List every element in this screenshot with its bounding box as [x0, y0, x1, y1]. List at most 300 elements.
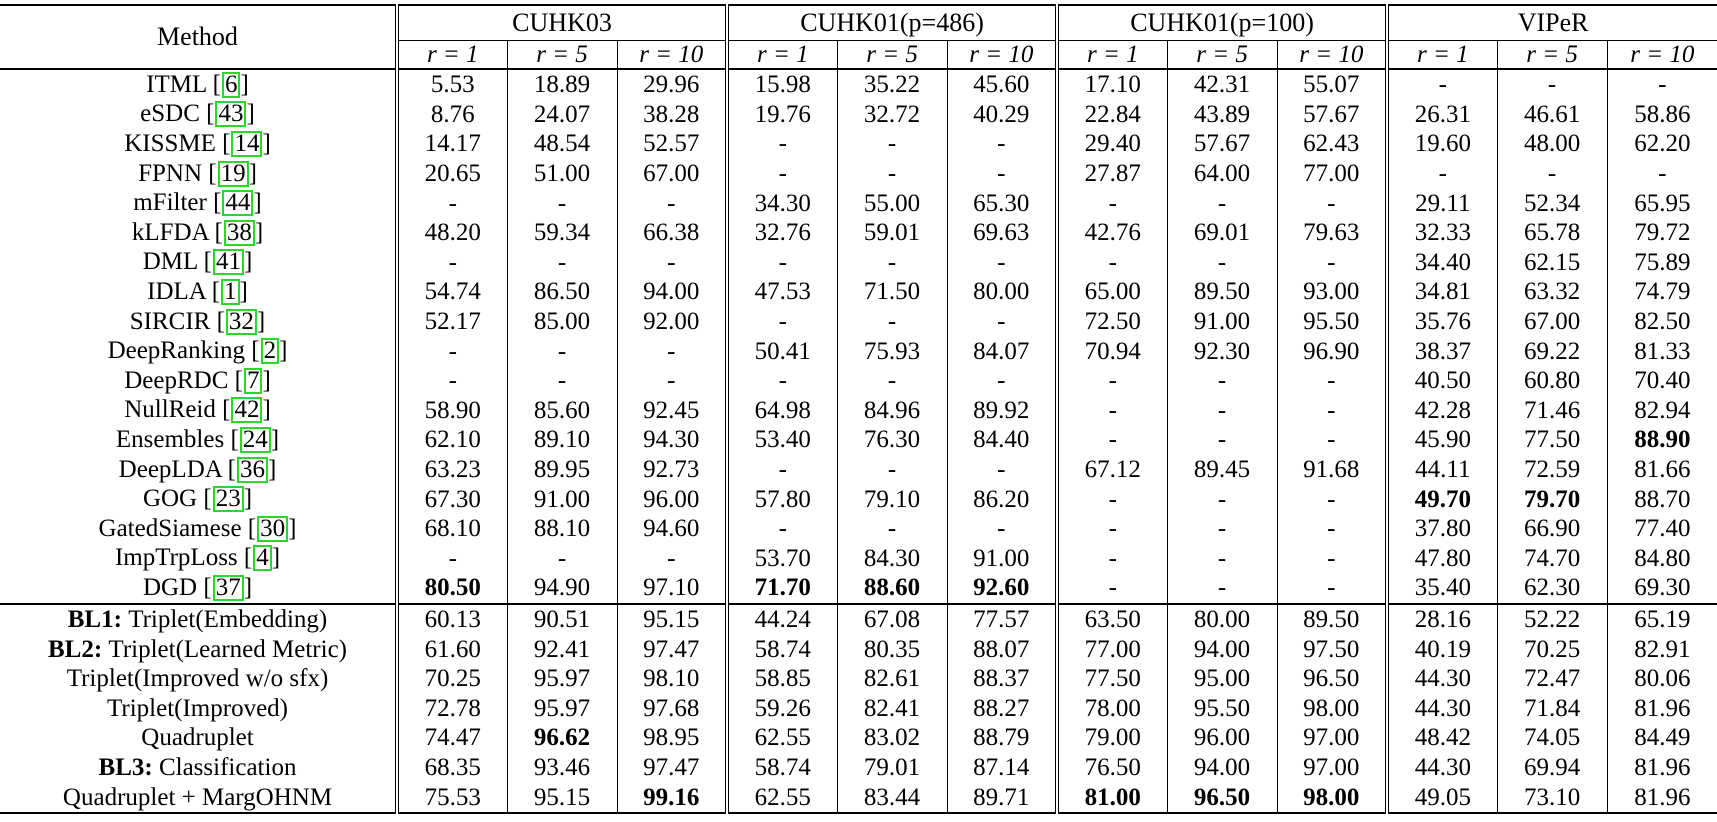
- value-cell: 19.76: [727, 100, 837, 130]
- value-cell: -: [947, 159, 1057, 189]
- value-cell: 22.84: [1057, 100, 1167, 130]
- method-name: DeepRDC [ 7 ]: [124, 366, 271, 394]
- citation-link[interactable]: 14: [231, 131, 262, 157]
- method-label: NullReid: [124, 396, 216, 424]
- table-row: [0, 514, 1717, 544]
- value-cell: 97.47: [617, 753, 727, 783]
- table-row: [0, 723, 1717, 753]
- citation-link[interactable]: 2: [261, 338, 280, 364]
- value-cell: -: [837, 455, 947, 485]
- value-cell: 82.50: [1607, 307, 1717, 337]
- value-cell: 84.49: [1607, 723, 1717, 753]
- value-cell: -: [507, 248, 617, 278]
- value-cell: 64.98: [727, 396, 837, 426]
- value-cell: 80.06: [1607, 664, 1717, 694]
- value-cell: 91.00: [947, 544, 1057, 574]
- value-cell: -: [727, 514, 837, 544]
- value-cell: 97.68: [617, 693, 727, 723]
- value-cell: 97.10: [617, 573, 727, 604]
- value-cell: 44.11: [1387, 455, 1497, 485]
- value-cell: 96.00: [617, 484, 727, 514]
- method-name: KISSME [ 14 ]: [124, 129, 271, 157]
- value-cell: 74.79: [1607, 277, 1717, 307]
- value-cell: 65.19: [1607, 604, 1717, 635]
- value-cell: 65.00: [1057, 277, 1167, 307]
- value-cell: 49.05: [1387, 782, 1497, 813]
- value-cell: 92.41: [507, 634, 617, 664]
- value-cell: -: [727, 248, 837, 278]
- table-row: [0, 277, 1717, 307]
- rank-header: r = 1: [727, 41, 837, 70]
- value-cell: 15.98: [727, 69, 837, 100]
- table-row: [0, 425, 1717, 455]
- value-cell: 65.78: [1497, 218, 1607, 248]
- value-cell: -: [727, 307, 837, 337]
- value-cell: 57.80: [727, 484, 837, 514]
- value-cell: -: [727, 129, 837, 159]
- rank-header: r = 5: [507, 41, 617, 70]
- value-cell: -: [837, 129, 947, 159]
- value-cell: 29.11: [1387, 188, 1497, 218]
- value-cell: 81.96: [1607, 782, 1717, 813]
- method-name: FPNN [ 19 ]: [138, 159, 257, 187]
- method-label: SIRCIR: [129, 307, 211, 335]
- value-cell: 32.33: [1387, 218, 1497, 248]
- value-cell: 96.90: [1277, 336, 1387, 366]
- value-cell: 85.00: [507, 307, 617, 337]
- baseline-prefix: BL3:: [98, 753, 159, 781]
- value-cell: 92.00: [617, 307, 727, 337]
- value-cell: 51.00: [507, 159, 617, 189]
- value-cell: 72.78: [397, 693, 507, 723]
- value-cell: -: [1277, 544, 1387, 574]
- rank-header: r = 1: [1387, 41, 1497, 70]
- value-cell: -: [1277, 248, 1387, 278]
- value-cell: 32.76: [727, 218, 837, 248]
- value-cell: 67.30: [397, 484, 507, 514]
- value-cell: 80.50: [397, 573, 507, 604]
- value-cell: 42.76: [1057, 218, 1167, 248]
- value-cell: 29.40: [1057, 129, 1167, 159]
- value-cell: 75.93: [837, 336, 947, 366]
- value-cell: 74.05: [1497, 723, 1607, 753]
- value-cell: 88.07: [947, 634, 1057, 664]
- method-name: DeepRanking [ 2 ]: [107, 337, 288, 365]
- group-header-viper: VIPeR: [1387, 5, 1717, 41]
- value-cell: 81.96: [1607, 693, 1717, 723]
- value-cell: -: [1057, 366, 1167, 396]
- value-cell: 82.61: [837, 664, 947, 694]
- value-cell: -: [837, 514, 947, 544]
- value-cell: -: [1167, 396, 1277, 426]
- value-cell: 71.84: [1497, 693, 1607, 723]
- value-cell: 63.23: [397, 455, 507, 485]
- value-cell: 78.00: [1057, 693, 1167, 723]
- table-row: [0, 336, 1717, 366]
- citation-link[interactable]: 43: [215, 101, 246, 127]
- value-cell: 59.26: [727, 693, 837, 723]
- value-cell: 68.35: [397, 753, 507, 783]
- value-cell: -: [507, 188, 617, 218]
- value-cell: 63.32: [1497, 277, 1607, 307]
- value-cell: 89.50: [1167, 277, 1277, 307]
- method-name: [0, 604, 397, 635]
- table-row: [0, 664, 1717, 694]
- value-cell: 92.30: [1167, 336, 1277, 366]
- method-label: Triplet(Improved): [107, 694, 288, 722]
- value-cell: -: [1057, 248, 1167, 278]
- value-cell: -: [1057, 425, 1167, 455]
- value-cell: -: [947, 307, 1057, 337]
- value-cell: -: [1277, 514, 1387, 544]
- value-cell: 54.74: [397, 277, 507, 307]
- value-cell: -: [1497, 69, 1607, 100]
- value-cell: 91.00: [507, 484, 617, 514]
- value-cell: -: [727, 366, 837, 396]
- baseline-prefix: BL2:: [47, 635, 109, 663]
- value-cell: 68.10: [397, 514, 507, 544]
- citation-link[interactable]: 4: [253, 545, 272, 571]
- method-name: DeepLDA [ 36 ]: [118, 455, 277, 483]
- method-name: DML [ 41 ]: [142, 248, 253, 276]
- citation-link[interactable]: 36: [237, 457, 268, 483]
- value-cell: 28.16: [1387, 604, 1497, 635]
- citation-link[interactable]: 32: [226, 309, 257, 335]
- value-cell: 84.96: [837, 396, 947, 426]
- value-cell: 48.00: [1497, 129, 1607, 159]
- method-name: GatedSiamese [ 30 ]: [98, 514, 297, 542]
- table-row: [0, 396, 1717, 426]
- value-cell: -: [1277, 573, 1387, 604]
- value-cell: 44.30: [1387, 753, 1497, 783]
- value-cell: 83.02: [837, 723, 947, 753]
- value-cell: 66.38: [617, 218, 727, 248]
- method-label: GOG: [142, 485, 198, 513]
- method-label: DeepRanking: [107, 337, 246, 365]
- value-cell: 71.70: [727, 573, 837, 604]
- value-cell: 81.66: [1607, 455, 1717, 485]
- value-cell: 86.50: [507, 277, 617, 307]
- method-name: [0, 782, 397, 813]
- value-cell: -: [1497, 159, 1607, 189]
- citation-link[interactable]: 37: [213, 575, 244, 601]
- table-row: [0, 455, 1717, 485]
- table-row: [0, 159, 1717, 189]
- value-cell: 94.00: [1167, 753, 1277, 783]
- value-cell: 34.81: [1387, 277, 1497, 307]
- value-cell: 47.53: [727, 277, 837, 307]
- table-row: [0, 634, 1717, 664]
- method-header: Method: [0, 5, 397, 69]
- group-header-cuhk01-486: CUHK01(p=486): [727, 5, 1057, 41]
- method-name: [0, 664, 397, 694]
- value-cell: 97.00: [1277, 723, 1387, 753]
- value-cell: 89.71: [947, 782, 1057, 813]
- value-cell: 59.01: [837, 218, 947, 248]
- method-label: Quadruplet: [141, 724, 254, 752]
- citation-link[interactable]: 30: [257, 516, 288, 542]
- value-cell: 82.41: [837, 693, 947, 723]
- value-cell: 98.00: [1277, 782, 1387, 813]
- value-cell: 98.10: [617, 664, 727, 694]
- results-table: [0, 4, 1717, 814]
- value-cell: 81.00: [1057, 782, 1167, 813]
- value-cell: -: [727, 455, 837, 485]
- table-row: [0, 188, 1717, 218]
- value-cell: 96.62: [507, 723, 617, 753]
- value-cell: 58.74: [727, 634, 837, 664]
- value-cell: 77.50: [1057, 664, 1167, 694]
- value-cell: -: [617, 248, 727, 278]
- method-label: FPNN: [138, 159, 202, 187]
- value-cell: -: [837, 159, 947, 189]
- value-cell: -: [1057, 544, 1167, 574]
- table-row: [0, 544, 1717, 574]
- table-row: [0, 573, 1717, 604]
- citation-link[interactable]: 6: [222, 72, 241, 98]
- method-name: GOG [ 23 ]: [142, 485, 253, 513]
- value-cell: 62.55: [727, 782, 837, 813]
- value-cell: 24.07: [507, 100, 617, 130]
- value-cell: 72.47: [1497, 664, 1607, 694]
- value-cell: 18.89: [507, 69, 617, 100]
- value-cell: 95.15: [617, 604, 727, 635]
- table-row: [0, 484, 1717, 514]
- method-name: kLFDA [ 38 ]: [131, 218, 264, 246]
- citation-link[interactable]: 23: [213, 486, 244, 512]
- method-label: ITML: [146, 70, 207, 98]
- rank-header: r = 1: [1057, 41, 1167, 70]
- value-cell: 67.12: [1057, 455, 1167, 485]
- value-cell: 69.01: [1167, 218, 1277, 248]
- value-cell: 8.76: [397, 100, 507, 130]
- baseline-prefix: BL1:: [67, 605, 129, 633]
- value-cell: 88.37: [947, 664, 1057, 694]
- value-cell: -: [507, 336, 617, 366]
- value-cell: 48.54: [507, 129, 617, 159]
- table-row: [0, 100, 1717, 130]
- value-cell: 35.22: [837, 69, 947, 100]
- value-cell: 89.10: [507, 425, 617, 455]
- value-cell: 71.46: [1497, 396, 1607, 426]
- value-cell: 69.94: [1497, 753, 1607, 783]
- value-cell: 69.30: [1607, 573, 1717, 604]
- value-cell: 79.72: [1607, 218, 1717, 248]
- value-cell: -: [1057, 514, 1167, 544]
- value-cell: 46.61: [1497, 100, 1607, 130]
- value-cell: 55.00: [837, 188, 947, 218]
- method-label: DGD: [142, 573, 198, 601]
- value-cell: 17.10: [1057, 69, 1167, 100]
- value-cell: 79.63: [1277, 218, 1387, 248]
- value-cell: 58.86: [1607, 100, 1717, 130]
- method-name: NullReid [ 42 ]: [124, 396, 271, 424]
- value-cell: 80.00: [947, 277, 1057, 307]
- method-name: Ensembles [ 24 ]: [115, 425, 280, 453]
- method-label: DeepLDA: [118, 455, 222, 483]
- value-cell: 66.90: [1497, 514, 1607, 544]
- table-body: [0, 69, 1717, 813]
- value-cell: 95.00: [1167, 664, 1277, 694]
- value-cell: 95.97: [507, 664, 617, 694]
- value-cell: 95.50: [1167, 693, 1277, 723]
- value-cell: 42.31: [1167, 69, 1277, 100]
- value-cell: 67.08: [837, 604, 947, 635]
- value-cell: 93.00: [1277, 277, 1387, 307]
- value-cell: 93.46: [507, 753, 617, 783]
- value-cell: 62.55: [727, 723, 837, 753]
- value-cell: 79.10: [837, 484, 947, 514]
- value-cell: -: [1167, 425, 1277, 455]
- value-cell: -: [1057, 188, 1167, 218]
- method-name: SIRCIR [ 32 ]: [129, 307, 266, 335]
- value-cell: 77.00: [1277, 159, 1387, 189]
- value-cell: 70.25: [1497, 634, 1607, 664]
- value-cell: 44.30: [1387, 664, 1497, 694]
- table-row: [0, 69, 1717, 100]
- value-cell: 70.94: [1057, 336, 1167, 366]
- value-cell: 64.00: [1167, 159, 1277, 189]
- value-cell: -: [1057, 573, 1167, 604]
- value-cell: 40.50: [1387, 366, 1497, 396]
- value-cell: -: [397, 544, 507, 574]
- value-cell: 81.96: [1607, 753, 1717, 783]
- value-cell: 57.67: [1277, 100, 1387, 130]
- value-cell: 48.20: [397, 218, 507, 248]
- citation-link[interactable]: 19: [218, 161, 249, 187]
- value-cell: 91.68: [1277, 455, 1387, 485]
- value-cell: -: [617, 336, 727, 366]
- value-cell: 32.72: [837, 100, 947, 130]
- value-cell: 57.67: [1167, 129, 1277, 159]
- value-cell: 94.30: [617, 425, 727, 455]
- value-cell: 86.20: [947, 484, 1057, 514]
- value-cell: 42.28: [1387, 396, 1497, 426]
- value-cell: 88.79: [947, 723, 1057, 753]
- method-label: Triplet(Embedding): [128, 605, 328, 633]
- rank-header: r = 10: [1607, 41, 1717, 70]
- value-cell: 50.41: [727, 336, 837, 366]
- value-cell: 40.29: [947, 100, 1057, 130]
- method-label: DeepRDC: [124, 366, 229, 394]
- value-cell: 19.60: [1387, 129, 1497, 159]
- value-cell: 91.00: [1167, 307, 1277, 337]
- table-row: [0, 753, 1717, 783]
- value-cell: 37.80: [1387, 514, 1497, 544]
- value-cell: 76.30: [837, 425, 947, 455]
- value-cell: -: [397, 188, 507, 218]
- value-cell: 89.45: [1167, 455, 1277, 485]
- value-cell: 49.70: [1387, 484, 1497, 514]
- citation-link[interactable]: 1: [221, 279, 240, 305]
- value-cell: 62.10: [397, 425, 507, 455]
- value-cell: -: [617, 366, 727, 396]
- value-cell: 52.34: [1497, 188, 1607, 218]
- value-cell: -: [837, 248, 947, 278]
- citation-link[interactable]: 38: [224, 220, 255, 246]
- value-cell: 77.40: [1607, 514, 1717, 544]
- method-name: [0, 753, 397, 783]
- value-cell: -: [947, 129, 1057, 159]
- value-cell: -: [1167, 248, 1277, 278]
- value-cell: -: [507, 366, 617, 396]
- value-cell: -: [1277, 425, 1387, 455]
- value-cell: 98.95: [617, 723, 727, 753]
- value-cell: 94.90: [507, 573, 617, 604]
- method-name: DGD [ 37 ]: [142, 573, 253, 601]
- method-label: GatedSiamese: [98, 514, 242, 542]
- value-cell: 80.00: [1167, 604, 1277, 635]
- citation-link[interactable]: 41: [213, 249, 244, 275]
- value-cell: 82.94: [1607, 396, 1717, 426]
- value-cell: 69.63: [947, 218, 1057, 248]
- value-cell: 96.00: [1167, 723, 1277, 753]
- method-name: ITML [ 6 ]: [146, 70, 249, 98]
- method-label: Triplet(Learned Metric): [108, 635, 347, 663]
- value-cell: 96.50: [1277, 664, 1387, 694]
- value-cell: -: [507, 544, 617, 574]
- value-cell: 5.53: [397, 69, 507, 100]
- value-cell: 77.50: [1497, 425, 1607, 455]
- citation-link[interactable]: 42: [231, 397, 262, 423]
- value-cell: 88.60: [837, 573, 947, 604]
- value-cell: 34.30: [727, 188, 837, 218]
- value-cell: 44.30: [1387, 693, 1497, 723]
- value-cell: 58.74: [727, 753, 837, 783]
- value-cell: -: [1277, 484, 1387, 514]
- value-cell: 72.59: [1497, 455, 1607, 485]
- method-label: IDLA: [147, 277, 206, 305]
- rank-header: r = 10: [947, 41, 1057, 70]
- value-cell: 69.22: [1497, 336, 1607, 366]
- value-cell: 45.60: [947, 69, 1057, 100]
- value-cell: -: [1167, 484, 1277, 514]
- citation-link[interactable]: 44: [222, 190, 253, 216]
- value-cell: 81.33: [1607, 336, 1717, 366]
- method-label: Classification: [158, 753, 297, 781]
- value-cell: 62.15: [1497, 248, 1607, 278]
- value-cell: -: [1167, 573, 1277, 604]
- value-cell: 52.57: [617, 129, 727, 159]
- value-cell: 20.65: [397, 159, 507, 189]
- value-cell: 67.00: [617, 159, 727, 189]
- value-cell: 88.70: [1607, 484, 1717, 514]
- value-cell: -: [1277, 396, 1387, 426]
- value-cell: 38.37: [1387, 336, 1497, 366]
- rank-header: r = 5: [1167, 41, 1277, 70]
- value-cell: 84.80: [1607, 544, 1717, 574]
- value-cell: -: [1387, 69, 1497, 100]
- value-cell: 14.17: [397, 129, 507, 159]
- value-cell: -: [1607, 159, 1717, 189]
- table-row: [0, 307, 1717, 337]
- value-cell: 35.40: [1387, 573, 1497, 604]
- citation-link[interactable]: 24: [240, 427, 271, 453]
- table-row: [0, 366, 1717, 396]
- method-label: mFilter: [133, 189, 207, 217]
- value-cell: 71.50: [837, 277, 947, 307]
- method-name: IDLA [ 1 ]: [147, 277, 248, 305]
- value-cell: -: [837, 307, 947, 337]
- method-name: [0, 723, 397, 753]
- value-cell: 52.17: [397, 307, 507, 337]
- method-name: [0, 634, 397, 664]
- citation-link[interactable]: 7: [244, 368, 263, 394]
- method-label: kLFDA: [131, 218, 209, 246]
- value-cell: 65.30: [947, 188, 1057, 218]
- value-cell: 95.97: [507, 693, 617, 723]
- value-cell: 63.50: [1057, 604, 1167, 635]
